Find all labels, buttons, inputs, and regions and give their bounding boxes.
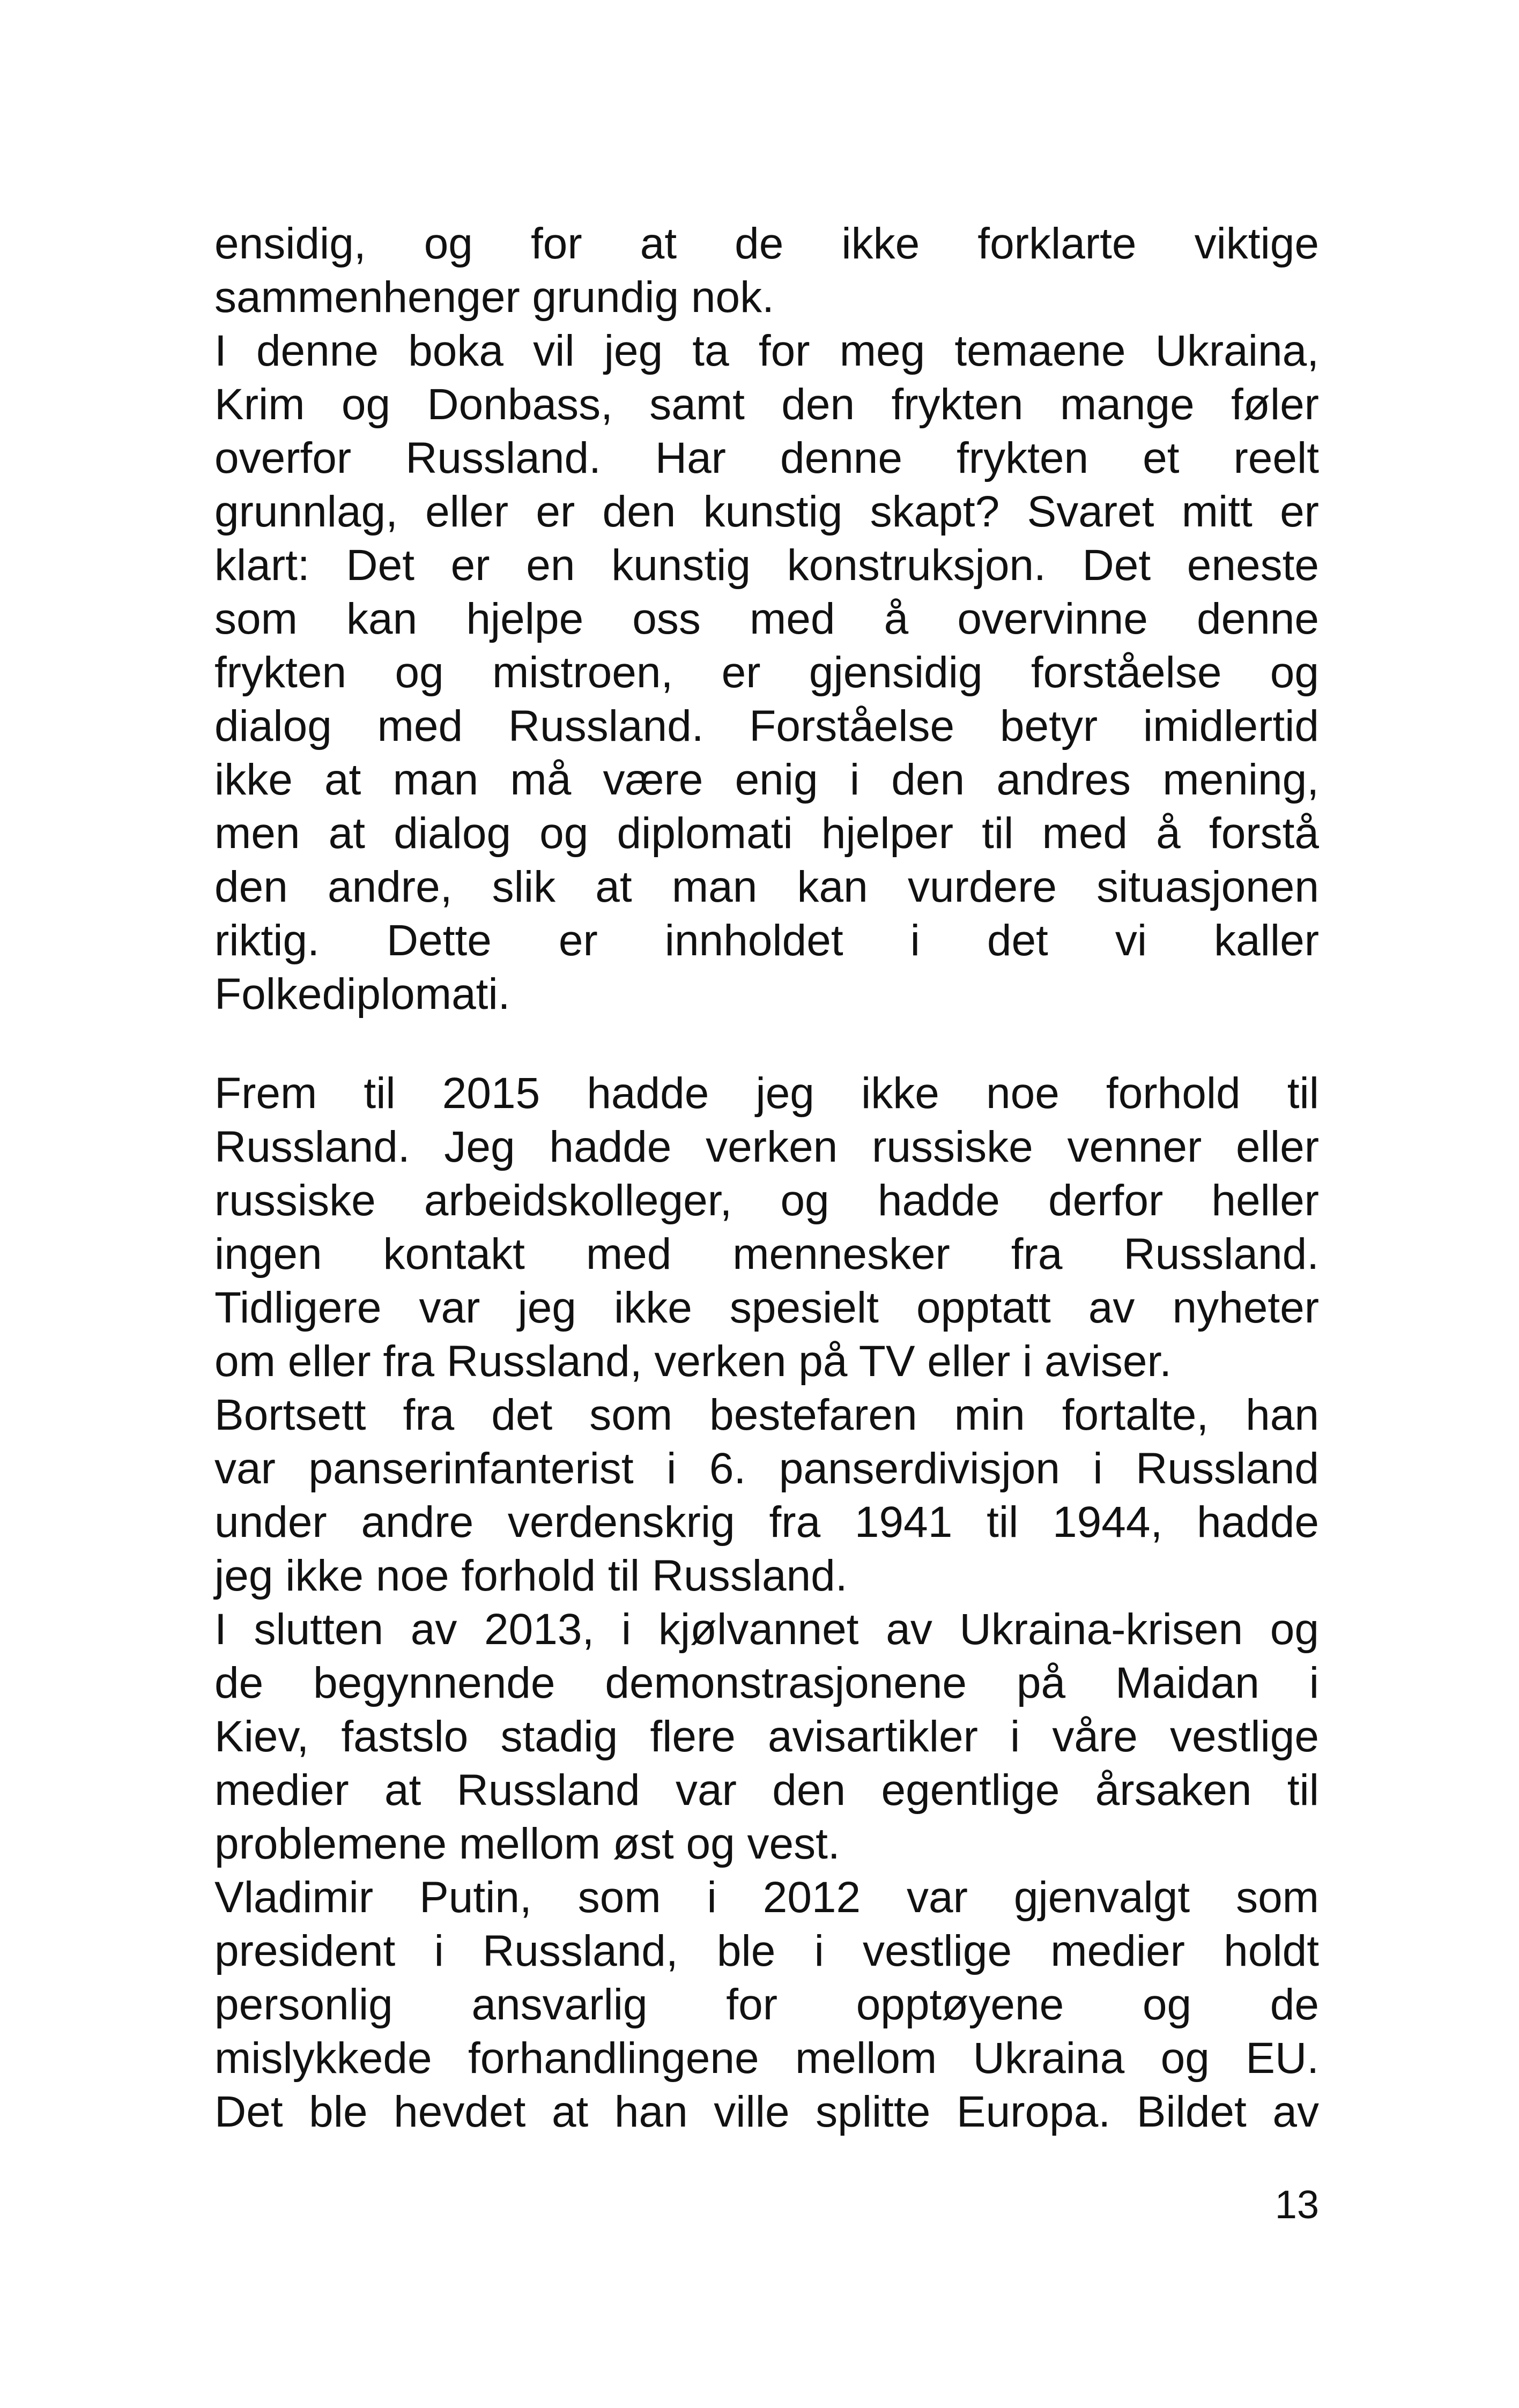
text-line: mislykkede forhandlingene mellom Ukraina og EU. (214, 2034, 1319, 2083)
text-line: Russland. Jeg hadde verken russiske venner eller (214, 1123, 1319, 1171)
text-line: de begynnende demonstrasjonene på Maidan i (214, 1659, 1319, 1707)
text-line: om eller fra Russland, verken på TV eller i aviser. (214, 1337, 1172, 1386)
text-line: ensidig, og for at de ikke forklarte viktige (214, 219, 1319, 268)
text-line: problemene mellom øst og vest. (214, 1819, 840, 1868)
text-line: medier at Russland var den egentlige årsaken til (214, 1766, 1319, 1815)
text-line: ikke at man må være enig i den andres mening, (214, 755, 1319, 804)
text-line: grunnlag, eller er den kunstig skapt? Svaret mitt er (214, 487, 1319, 536)
text-line: var panserinfanterist i 6. panserdivisjon i Russland (214, 1444, 1319, 1493)
text-line: Tidligere var jeg ikke spesielt opptatt av nyheter (214, 1283, 1319, 1332)
text-line: Det ble hevdet at han ville splitte Europa. Bildet av (214, 2087, 1319, 2136)
text-line: den andre, slik at man kan vurdere situasjonen (214, 863, 1319, 911)
text-line: sammenhenger grundig nok. (214, 273, 774, 322)
text-line: dialog med Russland. Forståelse betyr imidlertid (214, 702, 1319, 750)
text-line: I slutten av 2013, i kjølvannet av Ukraina-krisen og (214, 1605, 1319, 1654)
text-line: russiske arbeidskolleger, og hadde derfor heller (214, 1176, 1319, 1225)
text-line: jeg ikke noe forhold til Russland. (214, 1551, 848, 1600)
text-line: Vladimir Putin, som i 2012 var gjenvalgt som (214, 1873, 1319, 1922)
text-line: personlig ansvarlig for opptøyene og de (214, 1980, 1319, 2029)
text-line: Folkediplomati. (214, 970, 510, 1019)
text-line: president i Russland, ble i vestlige medier holdt (214, 1927, 1319, 1975)
text-line: frykten og mistroen, er gjensidig forståelse og (214, 648, 1319, 697)
text-line: I denne boka vil jeg ta for meg temaene Ukraina, (214, 326, 1319, 375)
text-line: ingen kontakt med mennesker fra Russland. (214, 1230, 1319, 1279)
text-line: under andre verdenskrig fra 1941 til 1944, hadde (214, 1498, 1319, 1547)
text-line: men at dialog og diplomati hjelper til med å forstå (214, 809, 1319, 858)
text-line: klart: Det er en kunstig konstruksjon. Det eneste (214, 541, 1319, 590)
paragraph-group-background (214, 1067, 1319, 2139)
text-line: Bortsett fra det som bestefaren min fortalte, han (214, 1391, 1319, 1439)
text-line: Frem til 2015 hadde jeg ikke noe forhold til (214, 1069, 1319, 1118)
page-number: 13 (1275, 2182, 1319, 2227)
text-line: som kan hjelpe oss med å overvinne denne (214, 594, 1319, 643)
text-line: Kiev, fastslo stadig flere avisartikler i våre vestlige (214, 1712, 1319, 1761)
text-line: Krim og Donbass, samt den frykten mange føler (214, 380, 1319, 429)
paragraph-group-intro (214, 217, 1319, 1021)
text-line: overfor Russland. Har denne frykten et reelt (214, 434, 1319, 482)
text-line: riktig. Dette er innholdet i det vi kaller (214, 916, 1319, 965)
